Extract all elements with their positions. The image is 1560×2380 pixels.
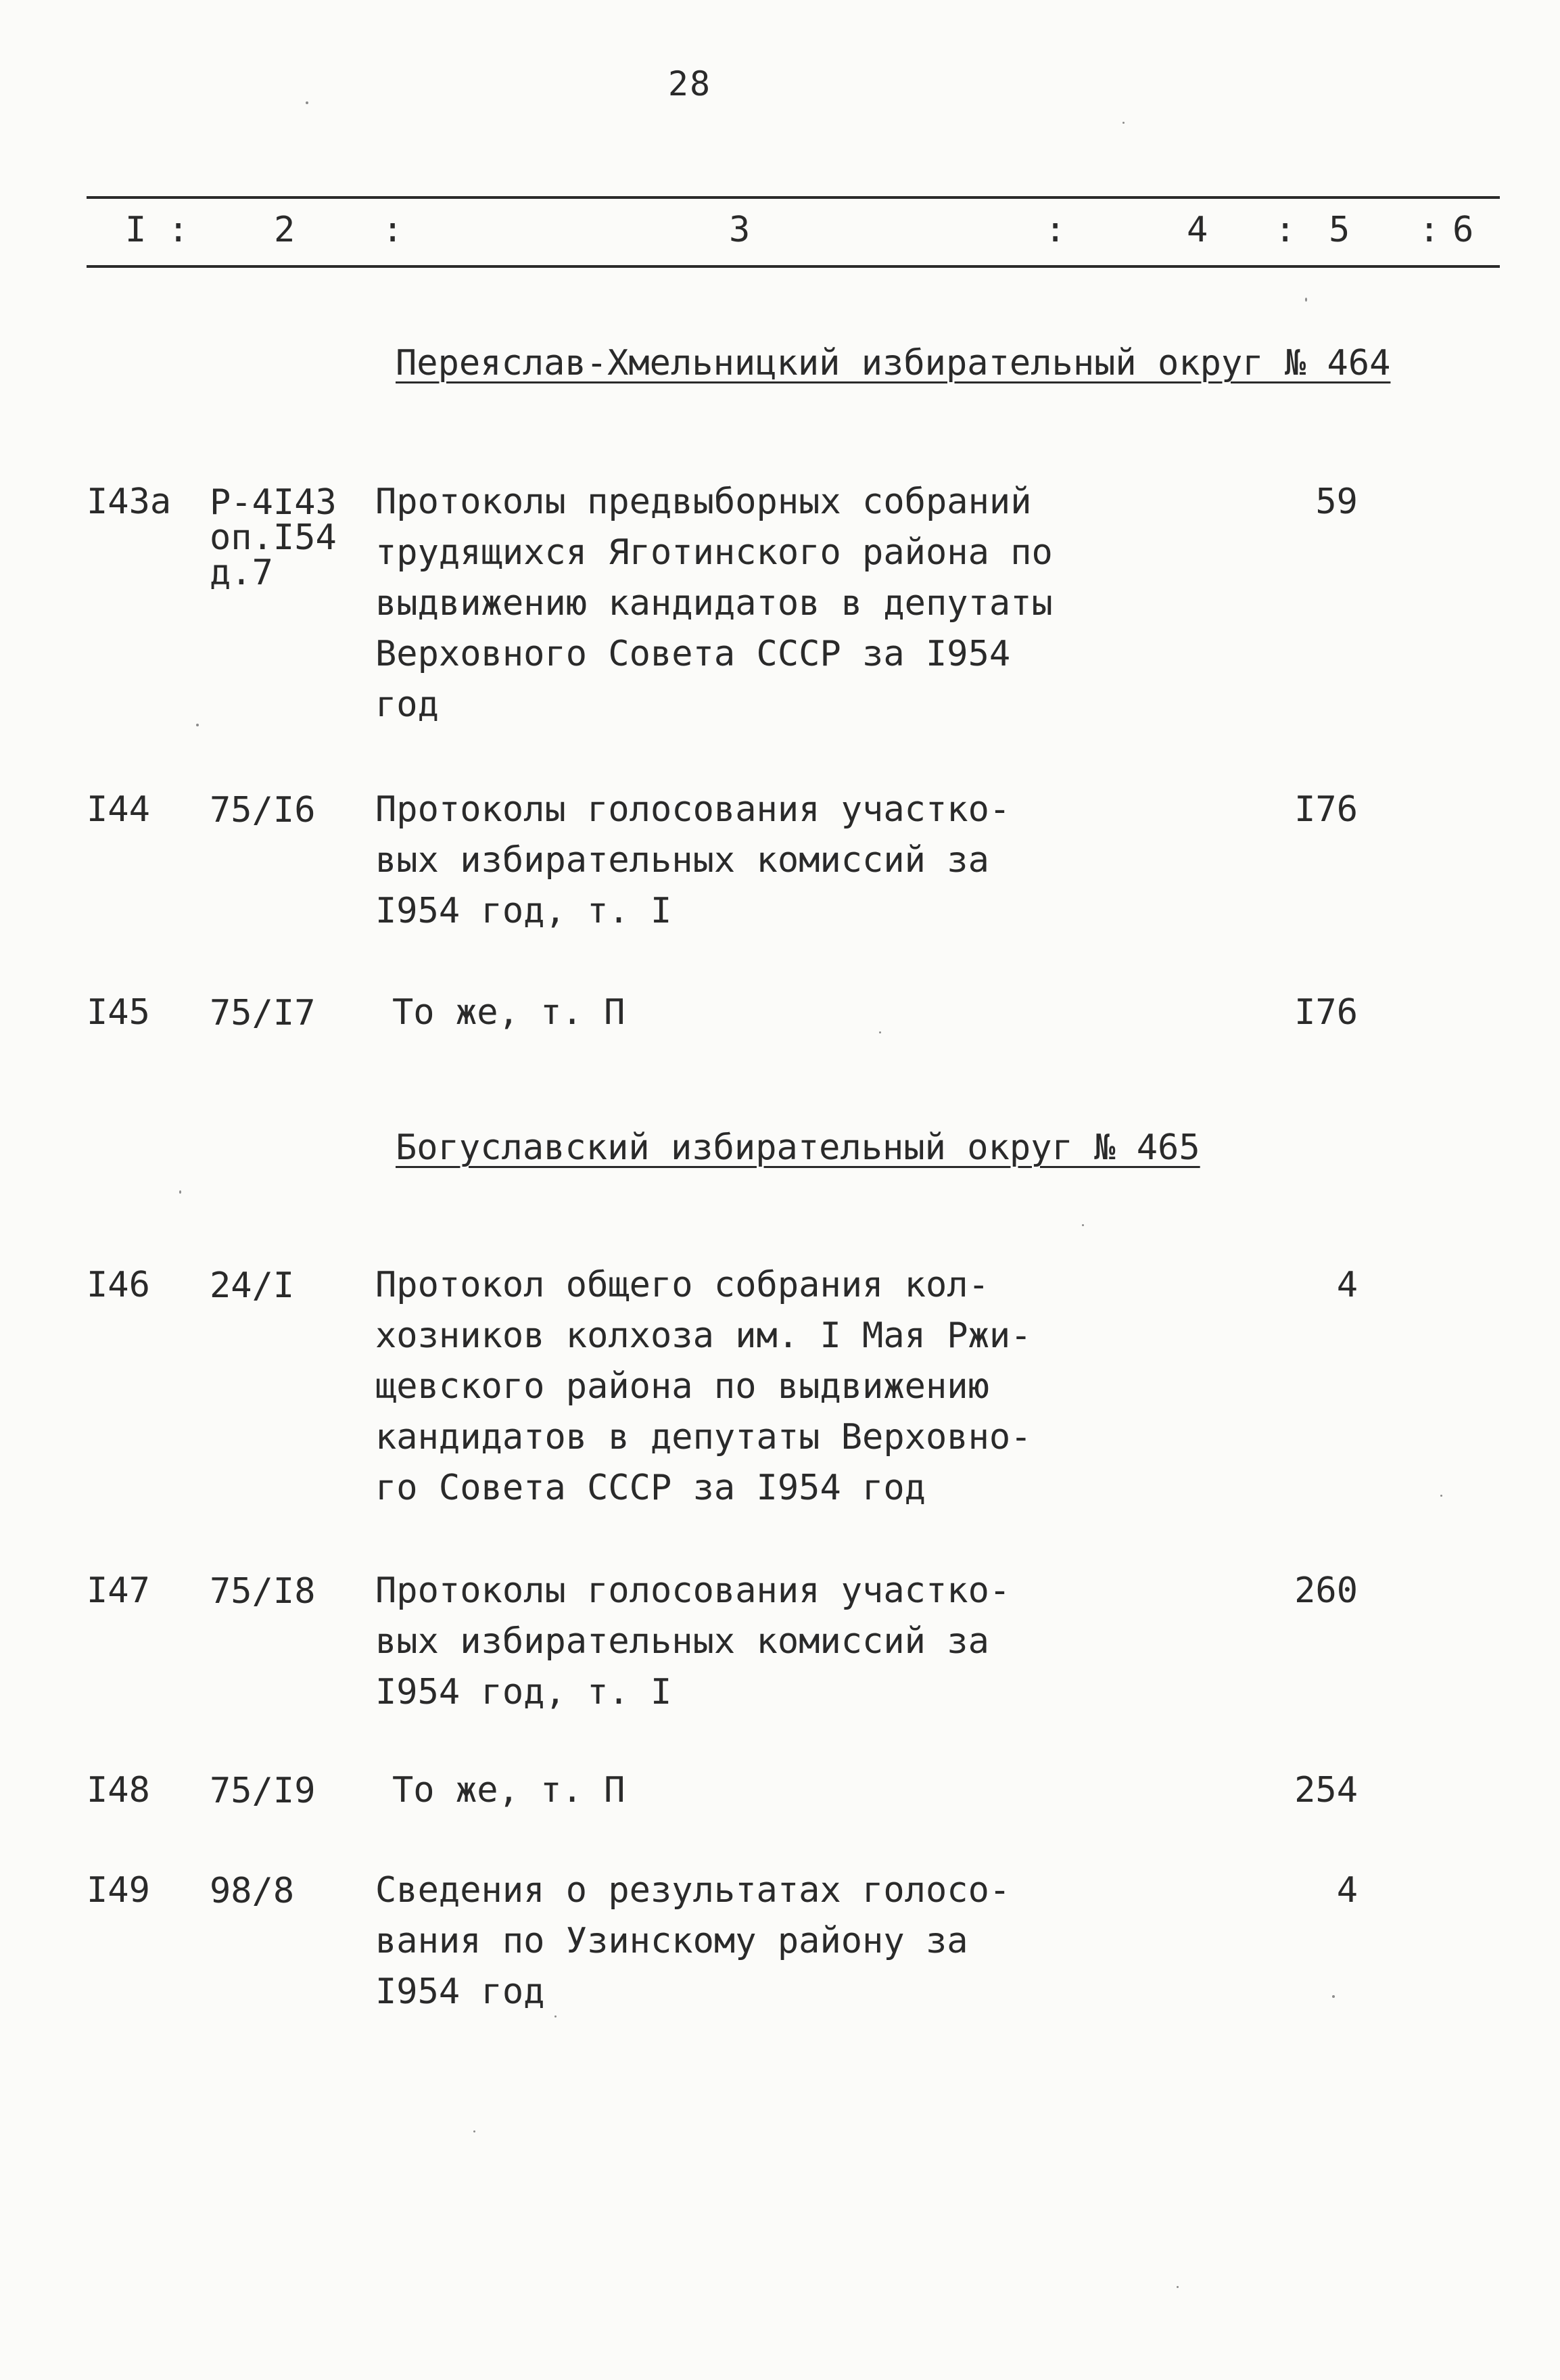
description-line: Протоколы голосования участко- <box>375 1570 1011 1611</box>
speck <box>1305 298 1307 302</box>
sheet-count: 254 <box>1294 1770 1358 1811</box>
ref-line: 24/I <box>210 1265 295 1306</box>
archive-reference <box>210 1265 295 1306</box>
description <box>375 1260 1032 1514</box>
ref-line: 75/I6 <box>210 790 316 831</box>
row-number: I49 <box>87 1870 150 1911</box>
description <box>375 1865 1010 2017</box>
archive-reference <box>210 790 316 831</box>
description <box>375 477 1053 730</box>
description-line: кандидатов в депутаты Верховно- <box>375 1417 1032 1457</box>
speck <box>473 2130 475 2132</box>
sheet-count: 4 <box>1336 1870 1358 1911</box>
ref-line: 75/I7 <box>210 993 316 1033</box>
description-line: Верховного Совета СССР за I954 <box>375 634 1011 674</box>
description-line: Протоколы предвыборных собраний <box>375 482 1032 522</box>
description-line: Протокол общего собрания кол- <box>375 1265 989 1305</box>
header-rule-top <box>87 196 1500 199</box>
column-header-3: 3 <box>729 210 751 250</box>
archive-reference <box>210 1773 316 1809</box>
speck <box>554 2015 557 2017</box>
speck <box>1332 1995 1335 1998</box>
speck <box>1082 1224 1084 1226</box>
row-number: I46 <box>87 1265 150 1305</box>
speck <box>1122 122 1125 124</box>
description-line: I954 год <box>375 1971 545 2012</box>
description-line: Сведения о результатах голосо- <box>375 1870 1011 1911</box>
speck <box>179 1190 181 1194</box>
page-number: 28 <box>667 64 712 103</box>
row-number: I43а <box>87 482 172 522</box>
sheet-count: I76 <box>1294 789 1358 830</box>
ref-line: 98/8 <box>210 1871 295 1911</box>
description-line: Протоколы голосования участко- <box>375 789 1011 830</box>
description-line: выдвижению кандидатов в депутаты <box>375 583 1053 624</box>
column-header-4: 4 <box>1187 210 1208 250</box>
description-line: хозников колхоза им. I Мая Ржи- <box>375 1315 1032 1356</box>
description-line: I954 год, т. I <box>375 891 672 931</box>
archive-reference <box>210 1873 294 1909</box>
description <box>375 785 1010 937</box>
column-separator: : <box>1275 210 1296 250</box>
description-line: вания по Узинскому району за <box>375 1921 968 1961</box>
speck <box>1440 1495 1442 1497</box>
row-number: I45 <box>87 992 150 1033</box>
description-line: То же, т. П <box>392 992 625 1033</box>
sheet-count: 260 <box>1294 1570 1358 1611</box>
description-line: трудящихся Яготинского района по <box>375 532 1053 573</box>
ref-line: 75/I9 <box>210 1771 316 1811</box>
section-title: Переяслав-Хмельницкий избирательный округ № 464 <box>396 343 1391 383</box>
column-header-5: 5 <box>1329 210 1350 250</box>
description-line: го Совета СССР за I954 год <box>375 1468 926 1508</box>
section-title: Богуславский избирательный округ № 465 <box>396 1127 1200 1168</box>
sheet-count: 59 <box>1315 482 1358 522</box>
column-separator: : <box>1419 210 1440 250</box>
column-separator: : <box>1045 210 1066 250</box>
archive-reference <box>210 1571 316 1612</box>
column-header-6: 6 <box>1452 210 1474 250</box>
sheet-count: I76 <box>1294 992 1358 1033</box>
column-separator: : <box>168 210 189 250</box>
description <box>392 987 625 1038</box>
speck <box>196 724 199 726</box>
archive-reference <box>210 993 316 1033</box>
ref-line: 75/I8 <box>210 1571 316 1612</box>
header-rule-bottom <box>87 265 1500 268</box>
description-line: вых избирательных комиссий за <box>375 840 989 881</box>
description-line: I954 год, т. I <box>375 1672 672 1712</box>
description <box>375 1566 1010 1718</box>
description-line: щевского района по выдвижению <box>375 1366 989 1407</box>
column-header-1: I <box>125 210 147 250</box>
description-line: вых избирательных комиссий за <box>375 1621 989 1662</box>
speck <box>879 1031 881 1033</box>
ref-line: д.7 <box>210 553 273 593</box>
row-number: I44 <box>87 789 150 830</box>
description <box>392 1765 625 1816</box>
column-header-2: 2 <box>274 210 296 250</box>
row-number: I48 <box>87 1770 150 1811</box>
column-separator: : <box>382 210 404 250</box>
archive-reference <box>210 482 337 593</box>
speck <box>306 101 308 104</box>
ref-line: оп.I54 <box>210 517 337 558</box>
row-number: I47 <box>87 1570 150 1611</box>
ref-line: Р-4I43 <box>210 482 337 523</box>
description-line: То же, т. П <box>392 1770 625 1811</box>
sheet-count: 4 <box>1336 1265 1358 1305</box>
description-line: год <box>375 684 439 725</box>
speck <box>1177 2286 1179 2288</box>
